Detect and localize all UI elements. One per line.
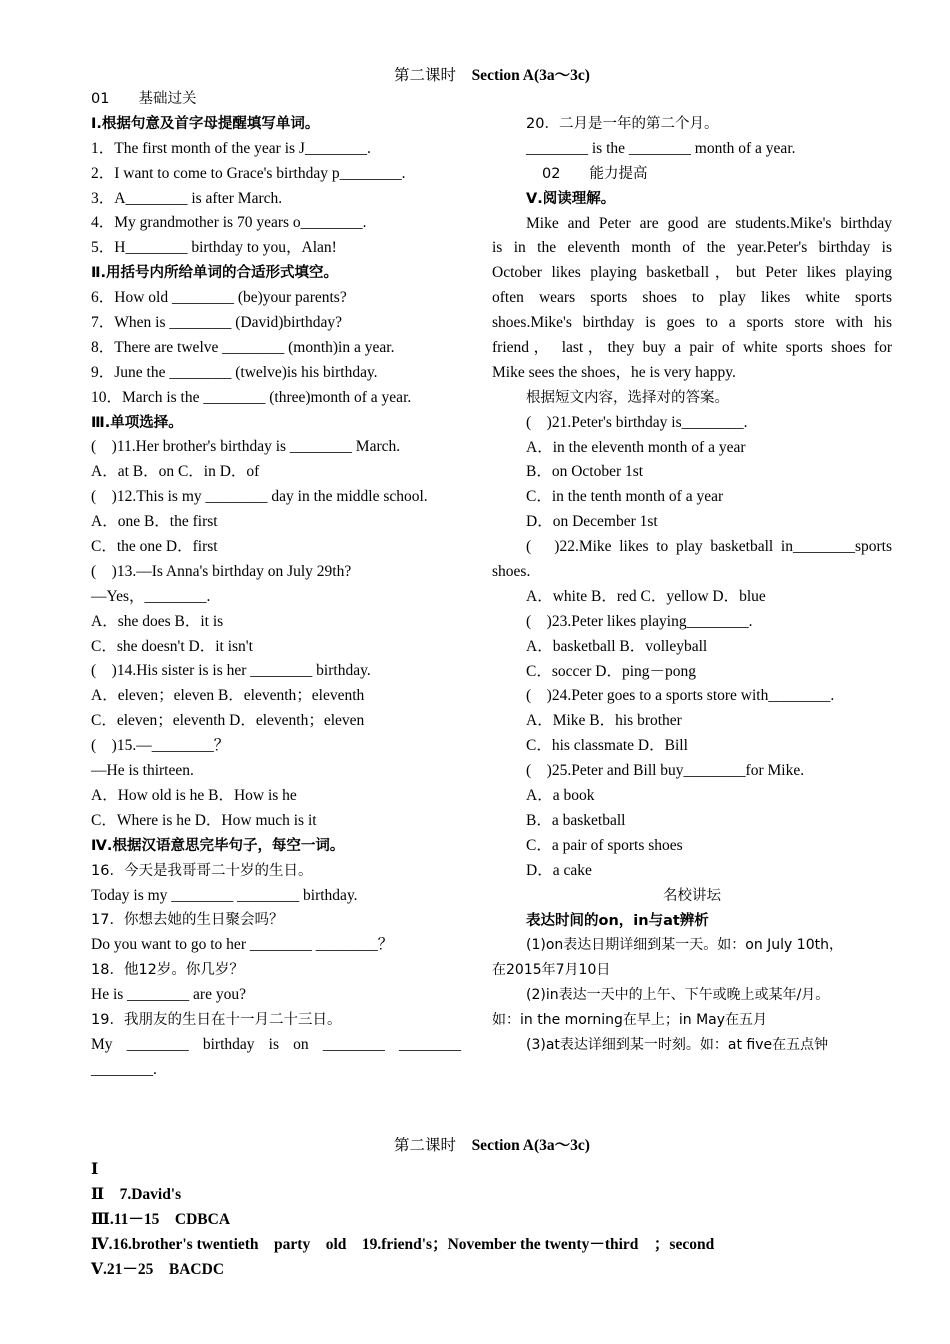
question-19-en: My ________ birthday is on ________ ________ bbox=[91, 1035, 461, 1053]
question-25-option-b: B．a basketball bbox=[526, 811, 626, 829]
tips-heading: 名校讲坛 bbox=[663, 887, 721, 904]
question-18-cn: 18．他12岁。你几岁？ bbox=[91, 962, 244, 979]
question-20-en: ________ is the ________ month of a year. bbox=[526, 139, 796, 157]
question-5: 5．H________ birthday to you，Alan! bbox=[91, 239, 337, 257]
question-10: 10．March is the ________ (three)month of a year. bbox=[91, 388, 412, 406]
question-17-en: Do you want to go to her ________ ________？ bbox=[91, 936, 394, 954]
question-15: ( )15.—________？ bbox=[91, 737, 230, 755]
question-21-option-a: A．in the eleventh month of a year bbox=[526, 438, 746, 456]
passage-line-1: Mike and Peter are good are students.Mike's birthday bbox=[526, 214, 892, 232]
question-21: ( )21.Peter's birthday is________. bbox=[526, 413, 748, 431]
question-16-cn: 16．今天是我哥哥二十岁的生日。 bbox=[91, 862, 313, 879]
question-21-option-c: C．in the tenth month of a year bbox=[526, 488, 724, 506]
question-1: 1．The first month of the year is J________. bbox=[91, 139, 371, 157]
question-23: ( )23.Peter likes playing________. bbox=[526, 612, 753, 630]
tip-in-example: 如：in the morning在早上；in May在五月 bbox=[492, 1012, 768, 1029]
answer-section-5: Ⅴ.21－25 BACDC bbox=[91, 1261, 225, 1278]
question-12: ( )12.This is my ________ day in the middle school. bbox=[91, 488, 428, 506]
question-19-cn: 19．我朋友的生日在十一月二十三日。 bbox=[91, 1011, 342, 1028]
answer-section-3: Ⅲ.11－15 CDBCA bbox=[91, 1211, 231, 1228]
question-19-en-cont: ________. bbox=[91, 1060, 157, 1078]
question-15-reply: —He is thirteen. bbox=[91, 762, 194, 780]
question-12-options-cd: C．the one D．first bbox=[91, 538, 218, 556]
title-cn: 第二课时 bbox=[394, 67, 457, 84]
question-14-options-cd: C．eleven；eleventh D．eleventh；eleven bbox=[91, 712, 365, 730]
question-23-options-cd: C．soccer D．ping－pong bbox=[526, 662, 697, 680]
answer-section-4: Ⅳ.16.brother's twentieth party old 19.friend's；November the twenty－third ；second bbox=[91, 1236, 715, 1253]
passage-line-3: October likes playing basketball，but Peter likes playing bbox=[492, 264, 892, 282]
question-14-options-ab: A．eleven；eleven B．eleventh；eleventh bbox=[91, 687, 365, 705]
question-12-options-ab: A．one B．the first bbox=[91, 513, 218, 531]
question-13-options-cd: C．she doesn't D．it isn't bbox=[91, 637, 253, 655]
question-24-options-cd: C．his classmate D．Bill bbox=[526, 737, 688, 755]
question-25-option-d: D．a cake bbox=[526, 861, 592, 879]
question-18-en: He is ________ are you? bbox=[91, 986, 246, 1004]
section-4-heading: Ⅳ.根据汉语意思完毕句子，每空一词。 bbox=[91, 837, 345, 854]
question-13: ( )13.—Is Anna's birthday on July 29th? bbox=[91, 562, 352, 580]
question-22-cont: shoes. bbox=[492, 563, 531, 581]
question-24-options-ab: A．Mike B．his brother bbox=[526, 712, 682, 730]
answer-key bbox=[91, 1157, 891, 1282]
question-21-option-d: D．on December 1st bbox=[526, 513, 658, 531]
question-22-options: A．white B．red C．yellow D．blue bbox=[526, 587, 766, 605]
answers-title-cn: 第二课时 bbox=[394, 1137, 457, 1154]
question-11-options: A．at B．on C．in D．of bbox=[91, 463, 260, 481]
question-24: ( )24.Peter goes to a sports store with________. bbox=[526, 687, 835, 705]
question-2: 2．I want to come to Grace's birthday p________. bbox=[91, 164, 406, 182]
answers-title-en: Section A(3a～3c) bbox=[471, 1137, 590, 1154]
question-17-cn: 17．你想去她的生日聚会吗？ bbox=[91, 912, 284, 929]
tip-at: (3)at表达详细到某一时刻。如：at five在五点钟 bbox=[526, 1036, 829, 1053]
question-13-reply: —Yes，________. bbox=[91, 587, 211, 605]
section-01-heading: 01 基础过关 bbox=[91, 91, 197, 107]
question-20-cn: 20．二月是一年的第二个月。 bbox=[526, 116, 719, 132]
question-16-en: Today is my ________ ________ birthday. bbox=[91, 886, 358, 904]
answers-title bbox=[0, 1133, 950, 1155]
tip-on-example: 在2015年7月10日 bbox=[492, 962, 611, 979]
section-5-heading: Ⅴ.阅读理解。 bbox=[526, 190, 616, 207]
tip-in: (2)in表达一天中的上午、下午或晚上或某年/月。 bbox=[526, 987, 830, 1004]
question-3: 3．A________ is after March. bbox=[91, 189, 283, 207]
question-11: ( )11.Her brother's birthday is ________ March. bbox=[91, 438, 401, 456]
title-en: Section A(3a～3c) bbox=[471, 67, 590, 84]
question-25-option-c: C．a pair of sports shoes bbox=[526, 836, 683, 854]
question-25: ( )25.Peter and Bill buy________for Mike. bbox=[526, 762, 805, 780]
page-title bbox=[0, 63, 950, 85]
left-column bbox=[91, 87, 461, 1083]
right-column bbox=[492, 112, 892, 1058]
question-14: ( )14.His sister is is her ________ birthday. bbox=[91, 662, 371, 680]
question-15-options-ab: A．How old is he B．How is he bbox=[91, 786, 297, 804]
passage-line-5: shoes.Mike's birthday is goes to a sports store with his bbox=[492, 314, 892, 332]
passage-line-7: Mike sees the shoes，he is very happy. bbox=[492, 363, 736, 381]
question-21-option-b: B．on October 1st bbox=[526, 463, 644, 481]
question-25-option-a: A．a book bbox=[526, 787, 595, 805]
passage-line-6: friend， last，they buy a pair of white sports shoes for bbox=[492, 339, 892, 357]
question-7: 7．When is ________ (David)birthday? bbox=[91, 314, 342, 332]
answer-section-2: Ⅱ 7.David's bbox=[91, 1186, 182, 1203]
question-22: ( )22.Mike likes to play basketball in________sports bbox=[526, 538, 892, 556]
tips-subheading: 表达时间的on，in与at辨析 bbox=[526, 912, 709, 929]
passage-line-4: often wears sports shoes to play likes white sports bbox=[492, 289, 892, 307]
question-6: 6．How old ________ (be)your parents? bbox=[91, 289, 347, 307]
question-15-options-cd: C．Where is he D．How much is it bbox=[91, 811, 317, 829]
question-13-options-ab: A．she does B．it is bbox=[91, 612, 224, 630]
question-4: 4．My grandmother is 70 years o________. bbox=[91, 214, 367, 232]
question-8: 8．There are twelve ________ (month)in a year. bbox=[91, 338, 395, 356]
section-2-heading: Ⅱ.用括号内所给单词的合适形式填空。 bbox=[91, 265, 339, 282]
answer-section-1: Ⅰ bbox=[91, 1161, 99, 1178]
tip-on: (1)on表达日期详细到某一天。如：on July 10th， bbox=[526, 937, 843, 954]
question-23-options-ab: A．basketball B．volleyball bbox=[526, 637, 708, 655]
section-1-heading: Ⅰ.根据句意及首字母提醒填写单词。 bbox=[91, 115, 320, 132]
section-3-heading: Ⅲ.单项选择。 bbox=[91, 414, 183, 431]
reading-instruction: 根据短文内容，选择对的答案。 bbox=[526, 389, 729, 406]
passage-line-2: is in the eleventh month of the year.Peter's birthday is bbox=[492, 239, 892, 257]
section-02-heading: 02 能力提高 bbox=[542, 165, 648, 182]
question-9: 9．June the ________ (twelve)is his birthday. bbox=[91, 363, 378, 381]
